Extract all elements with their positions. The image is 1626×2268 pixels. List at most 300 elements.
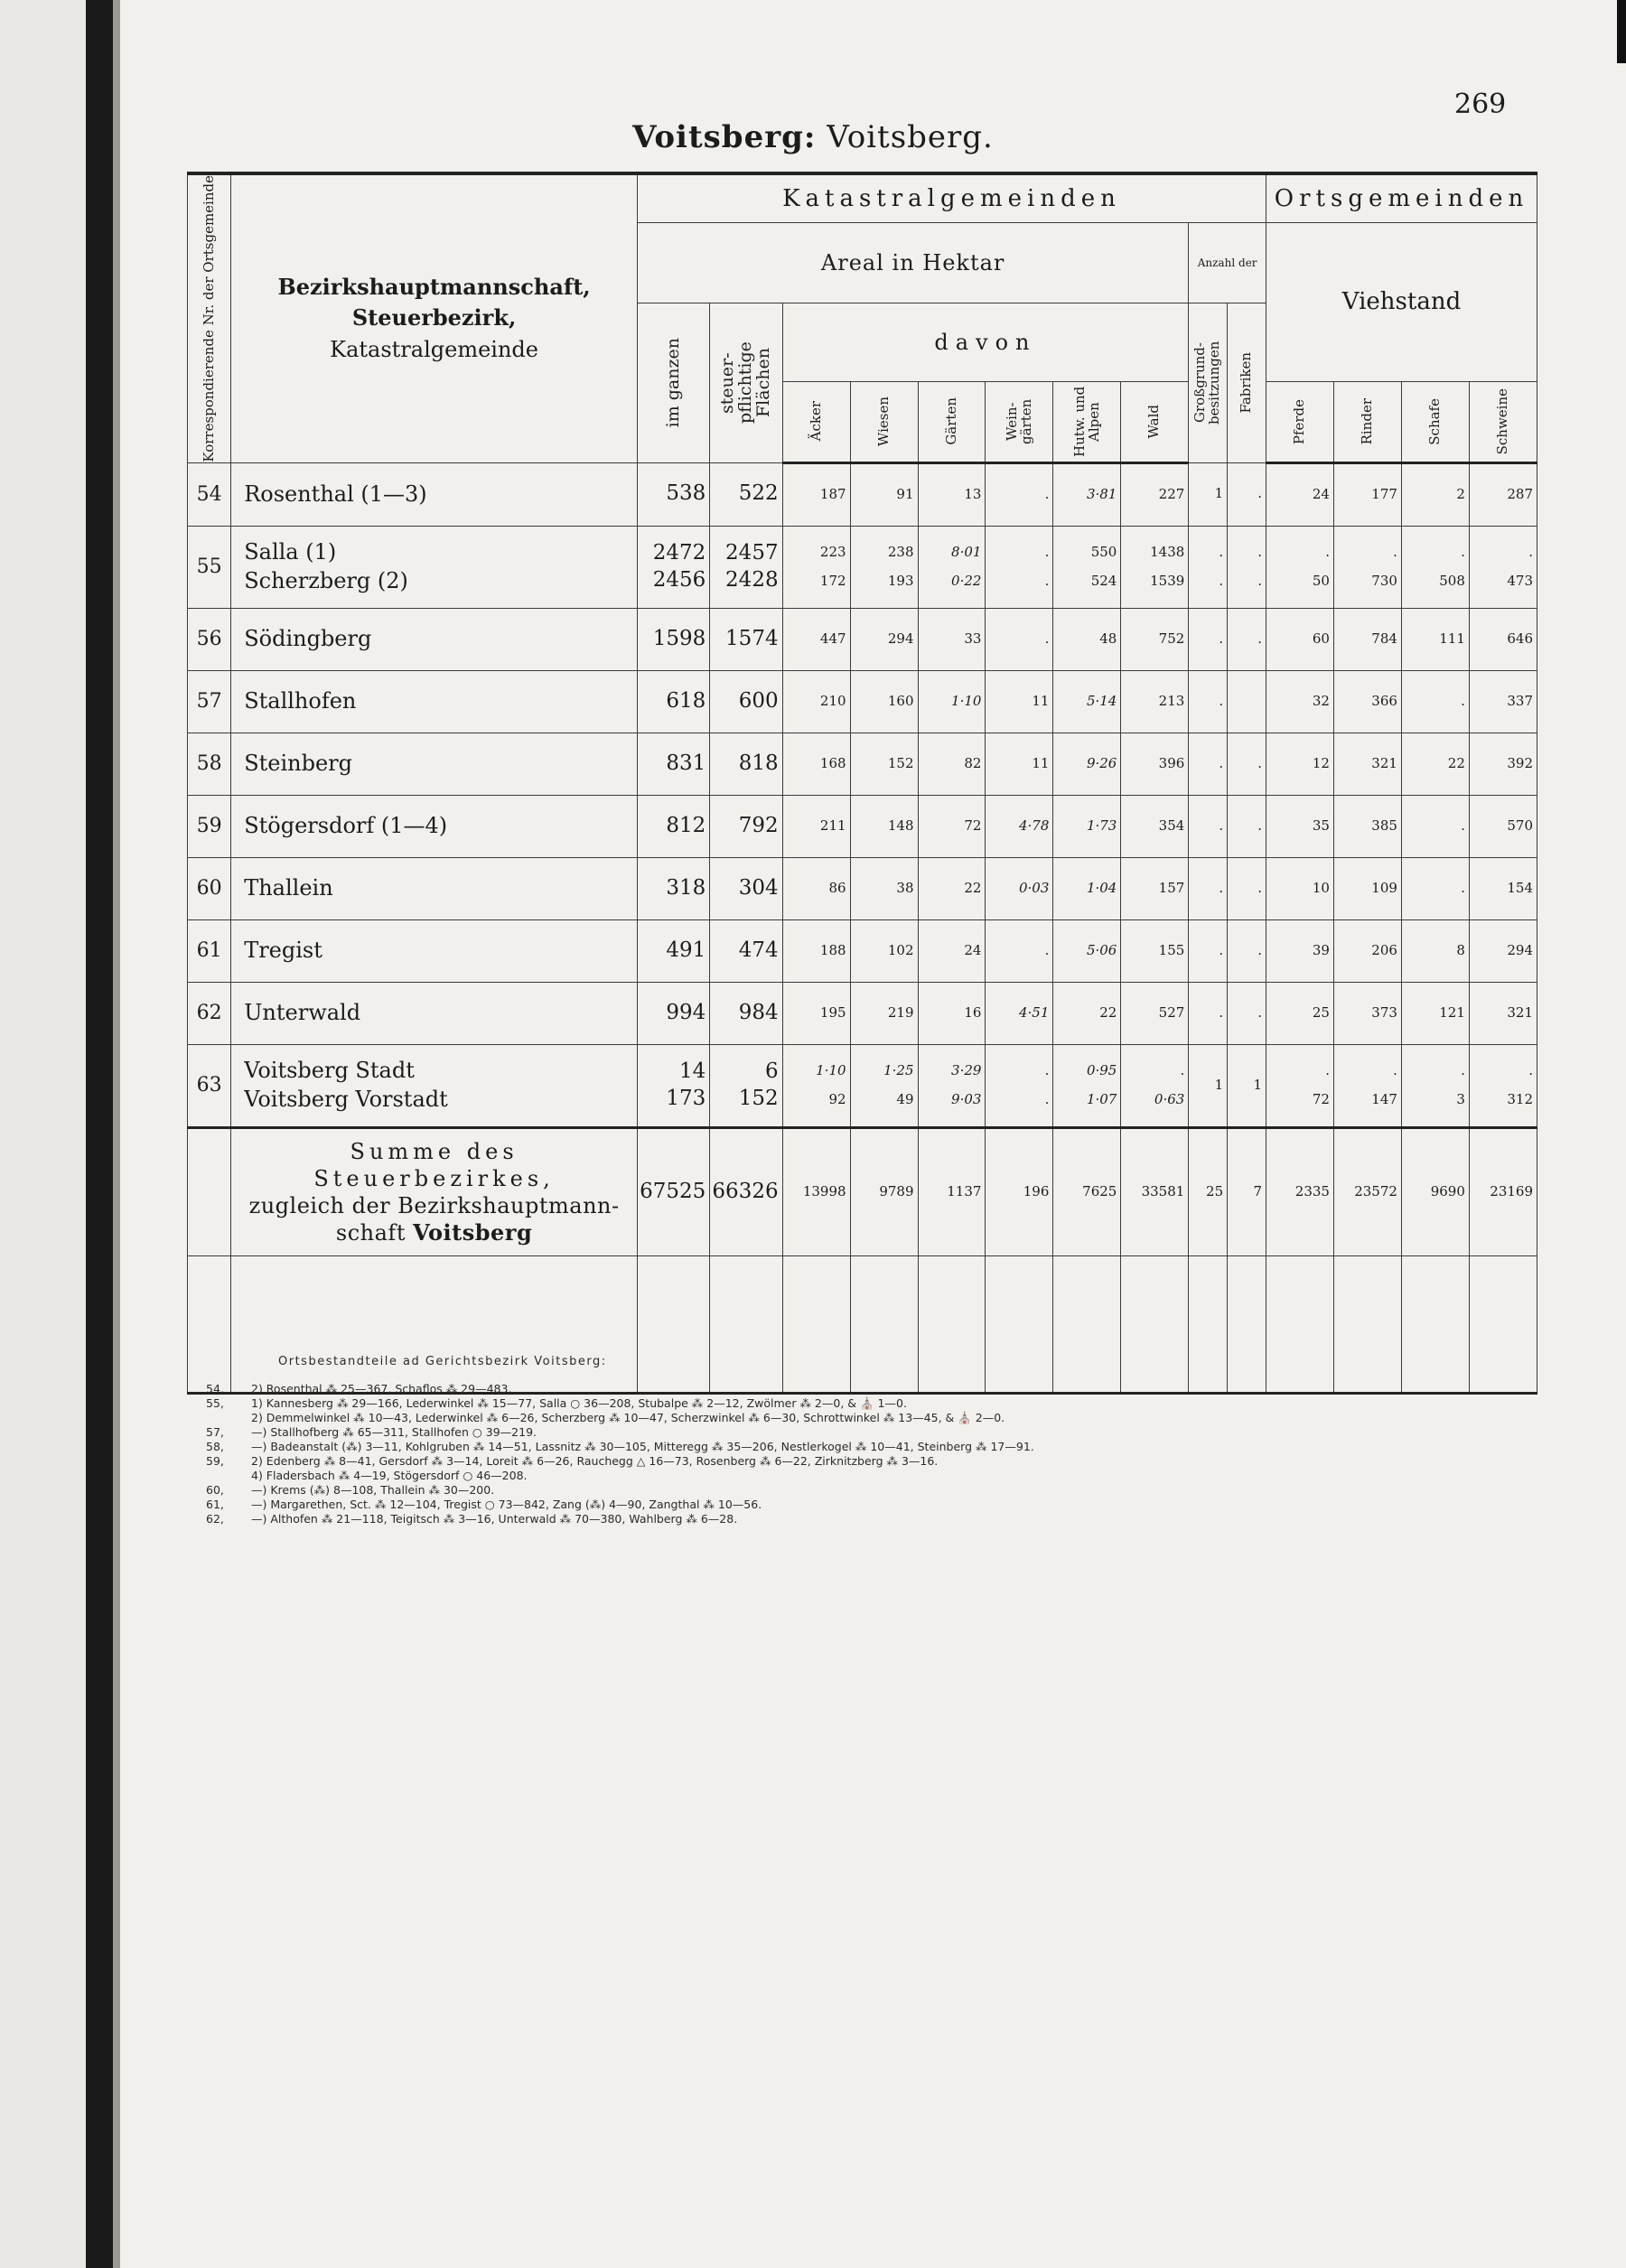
cell-schweine bbox=[1469, 982, 1537, 1044]
summary-acker: 13998 bbox=[782, 1127, 850, 1255]
cell-value: . bbox=[1044, 630, 1050, 647]
cell-steuer bbox=[710, 733, 782, 795]
cell-schafe bbox=[1401, 1044, 1469, 1127]
cell-acker bbox=[782, 795, 850, 857]
cell-value: 366 bbox=[1371, 692, 1397, 709]
cell-hutw bbox=[1053, 795, 1121, 857]
katastralgemeinde-name: Södingberg bbox=[244, 626, 372, 651]
cell-value: 312 bbox=[1507, 1090, 1533, 1107]
cell-gaerten bbox=[918, 670, 986, 733]
cell-value: 109 bbox=[1371, 879, 1397, 896]
cell-value: 177 bbox=[1371, 485, 1397, 502]
cell-pferde bbox=[1266, 733, 1334, 795]
summary-gaerten: 1137 bbox=[918, 1127, 986, 1255]
row-number: 57 bbox=[188, 670, 231, 733]
cell-pferde bbox=[1266, 919, 1334, 982]
cell-value: 2428 bbox=[725, 567, 779, 592]
cell-value: 49 bbox=[896, 1090, 914, 1107]
cell-value: 784 bbox=[1371, 630, 1397, 647]
footnote-text: 4) Fladersbach ⁂ 4—19, Stögersdorf ○ 46—208. bbox=[251, 1469, 528, 1482]
cell-value: 172 bbox=[819, 572, 846, 589]
cell-gross bbox=[1189, 526, 1228, 608]
cell-ganzen bbox=[637, 919, 709, 982]
summary-row bbox=[188, 1127, 1537, 1255]
cell-fabr bbox=[1228, 795, 1266, 857]
cell-wald bbox=[1121, 795, 1189, 857]
cell-rinder bbox=[1333, 608, 1401, 670]
cell-steuer bbox=[710, 462, 782, 526]
cell-gaerten bbox=[918, 795, 986, 857]
cell-value: . bbox=[1044, 1090, 1050, 1107]
katastralgemeinde-name: Stallhofen bbox=[244, 688, 357, 714]
cell-value: 0·03 bbox=[1019, 879, 1050, 896]
cell-value: 1·04 bbox=[1086, 879, 1117, 896]
cell-value: . bbox=[1461, 544, 1465, 561]
cell-value: 321 bbox=[1507, 1003, 1533, 1021]
cell-steuer bbox=[710, 857, 782, 919]
cell-wein bbox=[986, 1044, 1053, 1127]
cell-value: . bbox=[1393, 1062, 1397, 1079]
cell-ganzen bbox=[637, 670, 709, 733]
cell-value: 600 bbox=[738, 688, 779, 713]
cell-value: . bbox=[1219, 1003, 1224, 1021]
cell-steuer bbox=[710, 1044, 782, 1127]
cell-wein bbox=[986, 857, 1053, 919]
footnote-key: 54, bbox=[206, 1382, 224, 1395]
cell-value: . bbox=[1461, 879, 1465, 896]
cell-schafe bbox=[1401, 462, 1469, 526]
row-name bbox=[231, 857, 638, 919]
cell-steuer bbox=[710, 526, 782, 608]
cell-value: 522 bbox=[738, 481, 779, 506]
cell-value: 147 bbox=[1371, 1090, 1397, 1107]
cell-value: 48 bbox=[1099, 630, 1117, 647]
cell-pferde bbox=[1266, 1044, 1334, 1127]
cell-value: 4·78 bbox=[1019, 817, 1050, 834]
footnote-line bbox=[206, 1425, 1516, 1440]
cell-value: 11 bbox=[1032, 692, 1050, 709]
cell-schafe bbox=[1401, 795, 1469, 857]
cell-wiesen bbox=[850, 733, 918, 795]
footnote-line bbox=[206, 1512, 1516, 1526]
cell-value: 0·95 bbox=[1086, 1062, 1117, 1079]
cell-acker bbox=[782, 733, 850, 795]
cell-value: . bbox=[1180, 1062, 1185, 1079]
acker-header: Äcker bbox=[782, 381, 850, 462]
page-edge-mark bbox=[1617, 0, 1626, 63]
footnote-text: —) Krems (⁂) 8—108, Thallein ⁂ 30—200. bbox=[251, 1483, 495, 1497]
cell-value: 187 bbox=[819, 485, 846, 502]
footnote-line bbox=[206, 1440, 1516, 1454]
cell-value: 5·06 bbox=[1086, 941, 1117, 958]
summary-name: Summe des Steuerbezirkes, zugleich der Bezirkshauptmann- schaft Voitsberg bbox=[231, 1127, 638, 1255]
statistics-table bbox=[187, 172, 1537, 1395]
katastralgemeinde-name: Salla (1) bbox=[244, 539, 337, 565]
cell-wiesen bbox=[850, 919, 918, 982]
cell-fabr bbox=[1228, 608, 1266, 670]
cell-value: 14 bbox=[679, 1059, 706, 1083]
title-bold: Voitsberg: bbox=[632, 119, 817, 155]
cell-value: 1·25 bbox=[883, 1062, 914, 1079]
cell-hutw bbox=[1053, 919, 1121, 982]
cell-value: 50 bbox=[1312, 572, 1330, 589]
cell-value: 92 bbox=[828, 1090, 846, 1107]
cell-value: 1 bbox=[1214, 485, 1224, 502]
cell-value: 152 bbox=[887, 754, 914, 771]
cell-value: 1539 bbox=[1150, 572, 1185, 589]
cell-fabr bbox=[1228, 857, 1266, 919]
cell-value: 6 bbox=[764, 1059, 779, 1083]
cell-wein bbox=[986, 526, 1053, 608]
cell-value: 730 bbox=[1371, 572, 1397, 589]
cell-ganzen bbox=[637, 982, 709, 1044]
row-number: 54 bbox=[188, 462, 231, 526]
cell-value: 35 bbox=[1312, 817, 1330, 834]
cell-gaerten bbox=[918, 982, 986, 1044]
footnote-line bbox=[206, 1411, 1516, 1425]
cell-value: . bbox=[1393, 544, 1397, 561]
cell-value: 16 bbox=[964, 1003, 982, 1021]
footnote-key: 58, bbox=[206, 1440, 224, 1453]
cell-value: . bbox=[1461, 817, 1465, 834]
cell-gross bbox=[1189, 919, 1228, 982]
cell-value: 188 bbox=[819, 941, 846, 958]
cell-value: . bbox=[1219, 630, 1224, 647]
cell-value: 12 bbox=[1312, 754, 1330, 771]
cell-value: 121 bbox=[1439, 1003, 1465, 1021]
cell-value: . bbox=[1219, 817, 1224, 834]
cell-steuer bbox=[710, 608, 782, 670]
cell-value: . bbox=[1528, 544, 1533, 561]
row-number: 63 bbox=[188, 1044, 231, 1127]
cell-value: 3·81 bbox=[1086, 485, 1117, 502]
cell-rinder bbox=[1333, 795, 1401, 857]
cell-gross bbox=[1189, 733, 1228, 795]
wald-header: Wald bbox=[1121, 381, 1189, 462]
table-row bbox=[188, 526, 1537, 608]
row-name bbox=[231, 608, 638, 670]
cell-gross bbox=[1189, 608, 1228, 670]
schweine-header: Schweine bbox=[1469, 381, 1537, 462]
cell-value: 86 bbox=[828, 879, 846, 896]
cell-gaerten bbox=[918, 857, 986, 919]
cell-schweine bbox=[1469, 670, 1537, 733]
cell-schafe bbox=[1401, 670, 1469, 733]
cell-steuer bbox=[710, 919, 782, 982]
row-name bbox=[231, 982, 638, 1044]
footnote-key: 61, bbox=[206, 1498, 224, 1511]
katastralgemeinde-name: Voitsberg Vorstadt bbox=[244, 1086, 448, 1112]
cell-value: 210 bbox=[819, 692, 846, 709]
summary-wiesen: 9789 bbox=[850, 1127, 918, 1255]
cell-ganzen bbox=[637, 733, 709, 795]
row-name bbox=[231, 1044, 638, 1127]
col-nr-header: Korrespondierende Nr. der Ortsgemeinde bbox=[188, 173, 231, 462]
cell-value: 1 bbox=[1253, 1076, 1263, 1093]
cell-value: 831 bbox=[666, 751, 706, 775]
cell-gaerten bbox=[918, 919, 986, 982]
cell-gaerten bbox=[918, 608, 986, 670]
cell-value: 1598 bbox=[652, 626, 706, 650]
table-row bbox=[188, 795, 1537, 857]
footnotes-heading: Ortsbestandteile ad Gerichtsbezirk Voitsberg: bbox=[278, 1355, 607, 1368]
footnote-key: 57, bbox=[206, 1425, 224, 1439]
cell-ganzen bbox=[637, 795, 709, 857]
cell-value: . bbox=[1257, 572, 1263, 589]
footnote-line bbox=[206, 1469, 1516, 1483]
cell-wiesen bbox=[850, 526, 918, 608]
cell-value: 818 bbox=[738, 751, 779, 775]
katastralgemeinde-name: Scherzberg (2) bbox=[244, 567, 408, 593]
cell-value: . bbox=[1257, 754, 1263, 771]
cell-pferde bbox=[1266, 670, 1334, 733]
cell-value: . bbox=[1044, 544, 1050, 561]
cell-value: 646 bbox=[1507, 630, 1533, 647]
cell-schafe bbox=[1401, 919, 1469, 982]
cell-value: 618 bbox=[666, 688, 706, 713]
cell-value: 812 bbox=[666, 813, 706, 837]
cell-value: 39 bbox=[1312, 941, 1330, 958]
cell-value: . bbox=[1044, 572, 1050, 589]
cell-value: 219 bbox=[887, 1003, 914, 1021]
cell-schafe bbox=[1401, 982, 1469, 1044]
cell-value: 24 bbox=[1312, 485, 1330, 502]
cell-value: 1 bbox=[1214, 1076, 1224, 1093]
cell-pferde bbox=[1266, 795, 1334, 857]
cell-steuer bbox=[710, 670, 782, 733]
cell-value: 8·01 bbox=[951, 544, 982, 561]
cell-value: 2457 bbox=[725, 540, 779, 565]
row-number: 58 bbox=[188, 733, 231, 795]
cell-value: 10 bbox=[1312, 879, 1330, 896]
cell-wald bbox=[1121, 608, 1189, 670]
cell-gross bbox=[1189, 1044, 1228, 1127]
cell-schafe bbox=[1401, 608, 1469, 670]
cell-wald bbox=[1121, 1044, 1189, 1127]
cell-wald bbox=[1121, 462, 1189, 526]
footnote-line bbox=[206, 1382, 1516, 1396]
footnote-key: 60, bbox=[206, 1483, 224, 1497]
cell-value: 287 bbox=[1507, 485, 1533, 502]
footnote-text: —) Margarethen, Sct. ⁂ 12—104, Tregist ○ 73—842, Zang (⁂) 4—90, Zangthal ⁂ 10—56. bbox=[251, 1498, 762, 1511]
cell-value: 9·03 bbox=[951, 1090, 982, 1107]
row-name bbox=[231, 795, 638, 857]
cell-value: 195 bbox=[819, 1003, 846, 1021]
cell-value: . bbox=[1528, 1062, 1533, 1079]
footnote-text: 2) Rosenthal ⁂ 25—367, Schaflos ⁂ 29—483. bbox=[251, 1382, 512, 1395]
cell-value: 154 bbox=[1507, 879, 1533, 896]
summary-steuer: 66326 bbox=[710, 1127, 782, 1255]
cell-fabr bbox=[1228, 526, 1266, 608]
table-row bbox=[188, 919, 1537, 982]
cell-wein bbox=[986, 608, 1053, 670]
footnote-line bbox=[206, 1396, 1516, 1411]
cell-value: 0·22 bbox=[951, 572, 982, 589]
cell-value: 2456 bbox=[652, 567, 706, 592]
cell-pferde bbox=[1266, 857, 1334, 919]
cell-wald bbox=[1121, 670, 1189, 733]
row-number: 56 bbox=[188, 608, 231, 670]
cell-acker bbox=[782, 982, 850, 1044]
cell-gross bbox=[1189, 795, 1228, 857]
cell-value: 3·29 bbox=[951, 1062, 982, 1079]
cell-wiesen bbox=[850, 670, 918, 733]
katastralgemeinde-name: Tregist bbox=[244, 938, 322, 963]
cell-value: 168 bbox=[819, 754, 846, 771]
cell-hutw bbox=[1053, 608, 1121, 670]
cell-value: . bbox=[1219, 754, 1224, 771]
cell-value: 2 bbox=[1456, 485, 1465, 502]
cell-value: 0·63 bbox=[1154, 1090, 1185, 1107]
cell-value: 550 bbox=[1090, 544, 1117, 561]
viehstand-header: Viehstand bbox=[1266, 223, 1537, 382]
table-row bbox=[188, 608, 1537, 670]
cell-value: . bbox=[1219, 544, 1224, 561]
cell-value: 538 bbox=[666, 481, 706, 506]
cell-value: 318 bbox=[666, 875, 706, 900]
cell-value: 508 bbox=[1439, 572, 1465, 589]
cell-pferde bbox=[1266, 526, 1334, 608]
steuerpflichtig-header: steuer-pflichtige Flächen bbox=[710, 303, 782, 462]
cell-value: 213 bbox=[1158, 692, 1185, 709]
cell-ganzen bbox=[637, 462, 709, 526]
cell-wald bbox=[1121, 857, 1189, 919]
cell-value: . bbox=[1219, 572, 1224, 589]
cell-value: 5·14 bbox=[1086, 692, 1117, 709]
fabriken-header: Fabriken bbox=[1228, 303, 1266, 462]
cell-value: . bbox=[1219, 941, 1224, 958]
cell-rinder bbox=[1333, 857, 1401, 919]
table-body bbox=[188, 462, 1537, 1393]
page-number: 269 bbox=[1454, 89, 1507, 120]
cell-value: 72 bbox=[1312, 1090, 1330, 1107]
ortsgemeinden-header: Ortsgemeinden bbox=[1266, 173, 1537, 223]
cell-acker bbox=[782, 670, 850, 733]
summary-rinder: 23572 bbox=[1333, 1127, 1401, 1255]
cell-value: 22 bbox=[964, 879, 982, 896]
footnote-key: 62, bbox=[206, 1512, 224, 1526]
cell-value: 294 bbox=[1507, 941, 1533, 958]
footnote-lines bbox=[206, 1382, 1516, 1526]
table-row bbox=[188, 462, 1537, 526]
footnote-text: 2) Demmelwinkel ⁂ 10—43, Lederwinkel ⁂ 6—26, Scherzberg ⁂ 10—47, Scherzwinkel ⁂ 6—30, Schrottwinkel ⁂ 13—45, & ⛪ 2—0. bbox=[251, 1411, 1005, 1424]
table-row bbox=[188, 1044, 1537, 1127]
gaerten-header: Gärten bbox=[918, 381, 986, 462]
row-name bbox=[231, 919, 638, 982]
cell-value: 206 bbox=[1371, 941, 1397, 958]
cell-value: 91 bbox=[896, 485, 914, 502]
cell-value: 994 bbox=[666, 1000, 706, 1024]
cell-gross bbox=[1189, 462, 1228, 526]
wiesen-header: Wiesen bbox=[850, 381, 918, 462]
footnote-text: —) Stallhofberg ⁂ 65—311, Stallhofen ○ 39—219. bbox=[251, 1425, 537, 1439]
cell-value: . bbox=[1219, 879, 1224, 896]
cell-acker bbox=[782, 608, 850, 670]
row-number: 55 bbox=[188, 526, 231, 608]
cell-value: 173 bbox=[666, 1086, 706, 1110]
cell-value: . bbox=[1257, 544, 1263, 561]
cell-value: 304 bbox=[738, 875, 779, 900]
cell-acker bbox=[782, 526, 850, 608]
cell-value: . bbox=[1044, 941, 1050, 958]
cell-value: 524 bbox=[1090, 572, 1117, 589]
cell-ganzen bbox=[637, 608, 709, 670]
summary-pferde: 2335 bbox=[1266, 1127, 1334, 1255]
cell-rinder bbox=[1333, 1044, 1401, 1127]
cell-wein bbox=[986, 670, 1053, 733]
footnote-line bbox=[206, 1498, 1516, 1512]
cell-value: 32 bbox=[1312, 692, 1330, 709]
cell-hutw bbox=[1053, 462, 1121, 526]
row-number: 61 bbox=[188, 919, 231, 982]
cell-wein bbox=[986, 795, 1053, 857]
cell-value: . bbox=[1325, 1062, 1330, 1079]
cell-gross bbox=[1189, 670, 1228, 733]
cell-value: 752 bbox=[1158, 630, 1185, 647]
cell-wiesen bbox=[850, 795, 918, 857]
cell-wein bbox=[986, 462, 1053, 526]
footnote-text: —) Althofen ⁂ 21—118, Teigitsch ⁂ 3—16, Unterwald ⁂ 70—380, Wahlberg ⁂ 6—28. bbox=[251, 1512, 738, 1526]
cell-value: . bbox=[1257, 879, 1263, 896]
katastralgemeinde-name: Unterwald bbox=[244, 1000, 361, 1025]
cell-value: 193 bbox=[887, 572, 914, 589]
cell-value: 155 bbox=[1158, 941, 1185, 958]
cell-value: . bbox=[1219, 692, 1224, 709]
cell-steuer bbox=[710, 982, 782, 1044]
footnote-key: 59, bbox=[206, 1454, 224, 1468]
col-name-header: Bezirkshauptmannschaft, Steuerbezirk, Katastralgemeinde bbox=[231, 173, 638, 462]
cell-gross bbox=[1189, 982, 1228, 1044]
cell-hutw bbox=[1053, 670, 1121, 733]
cell-wald bbox=[1121, 733, 1189, 795]
cell-pferde bbox=[1266, 608, 1334, 670]
cell-schweine bbox=[1469, 462, 1537, 526]
cell-wald bbox=[1121, 919, 1189, 982]
cell-value: 223 bbox=[819, 544, 846, 561]
summary-hutw: 7625 bbox=[1053, 1127, 1121, 1255]
cell-schweine bbox=[1469, 608, 1537, 670]
cell-fabr bbox=[1228, 982, 1266, 1044]
table-row bbox=[188, 857, 1537, 919]
cell-wiesen bbox=[850, 857, 918, 919]
cell-schweine bbox=[1469, 526, 1537, 608]
cell-wiesen bbox=[850, 462, 918, 526]
footnotes bbox=[206, 1355, 1516, 1526]
cell-fabr bbox=[1228, 1044, 1266, 1127]
cell-hutw bbox=[1053, 857, 1121, 919]
cell-value: 82 bbox=[964, 754, 982, 771]
cell-ganzen bbox=[637, 526, 709, 608]
cell-value: 25 bbox=[1312, 1003, 1330, 1021]
cell-gaerten bbox=[918, 1044, 986, 1127]
summary-wein: 196 bbox=[986, 1127, 1053, 1255]
im-ganzen-header: im ganzen bbox=[637, 303, 709, 462]
davon-header: davon bbox=[782, 303, 1189, 381]
cell-ganzen bbox=[637, 1044, 709, 1127]
cell-wiesen bbox=[850, 982, 918, 1044]
katastralgemeinde-name: Stögersdorf (1—4) bbox=[244, 813, 448, 838]
cell-value: 337 bbox=[1507, 692, 1533, 709]
cell-value: 22 bbox=[1447, 754, 1465, 771]
cell-value: 2472 bbox=[652, 540, 706, 565]
footnote-text: —) Badeanstalt (⁂) 3—11, Kohlgruben ⁂ 14—51, Lassnitz ⁂ 30—105, Mitteregg ⁂ 35—206, Nestlerkogel ⁂ 10—41, Steinberg ⁂ 17—91. bbox=[251, 1440, 1034, 1453]
cell-value: 111 bbox=[1439, 630, 1465, 647]
cell-fabr bbox=[1228, 733, 1266, 795]
cell-value: . bbox=[1044, 1062, 1050, 1079]
footnote-text: 1) Kannesberg ⁂ 29—166, Lederwinkel ⁂ 15—77, Salla ○ 36—208, Stubalpe ⁂ 2—12, Zwölmer ⁂ 2—0, & ⛪ 1—0. bbox=[251, 1396, 907, 1410]
cell-pferde bbox=[1266, 462, 1334, 526]
cell-fabr bbox=[1228, 670, 1266, 733]
